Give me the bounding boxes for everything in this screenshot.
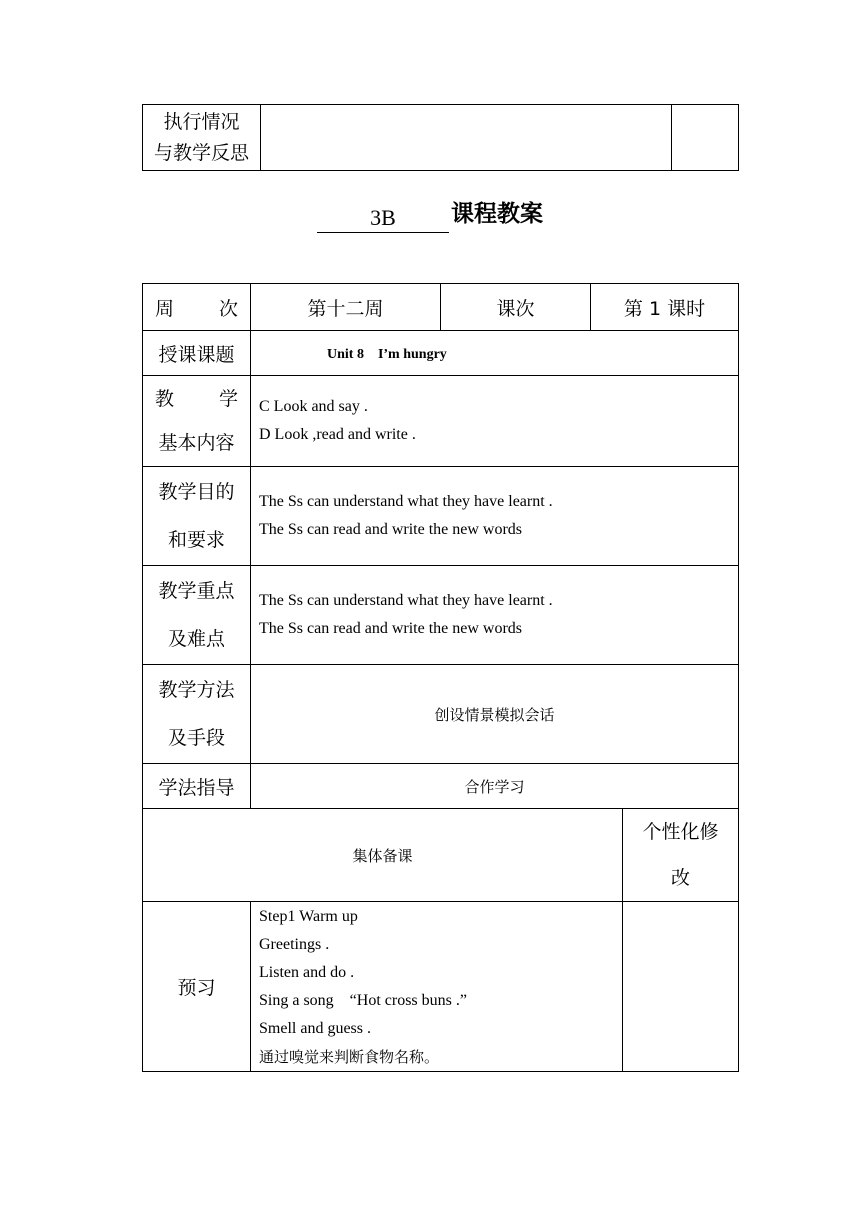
reflection-label (143, 105, 261, 171)
preview-line: Greetings . (259, 935, 330, 953)
title-text: 课程教案 (451, 201, 543, 227)
content-line: C Look and say . (259, 398, 368, 415)
goal-value (251, 467, 739, 566)
week-label-cell (143, 284, 251, 331)
preview-line: Listen and do . (259, 963, 355, 981)
key-label-line1: 教学重点 (158, 580, 235, 602)
personal-label-line2: 改 (671, 867, 691, 889)
key-line: The Ss can read and write the new words (259, 620, 523, 637)
method-row (143, 665, 739, 764)
goal-row (143, 467, 739, 566)
topic-label: 授课课题 (143, 331, 251, 376)
content-line: D Look ,read and write . (259, 426, 416, 443)
goal-label-line1: 教学目的 (158, 481, 235, 503)
preview-line: 通过嗅觉来判断食物名称。 (259, 1047, 440, 1066)
lesson-value: 第 1 课时 (591, 284, 739, 331)
personal-label-line1: 个性化修 (642, 821, 719, 843)
preview-line: Smell and guess . (259, 1019, 371, 1037)
goal-line: The Ss can read and write the new words (259, 521, 523, 538)
week-row (143, 284, 739, 331)
content-label-a: 教 (155, 388, 175, 410)
key-value (251, 566, 739, 665)
goal-label-line2: 和要求 (167, 529, 225, 551)
method-label-line2: 及手段 (167, 727, 225, 749)
method-label (143, 665, 251, 764)
lesson-label: 课次 (441, 284, 591, 331)
topic-value: Unit 8 I’m hungry (251, 331, 739, 376)
preview-line: Sing a song “Hot cross buns .” (259, 991, 467, 1009)
preview-line: Step1 Warm up (259, 907, 358, 925)
goal-label (143, 467, 251, 566)
collective-header-row (143, 809, 739, 902)
reflection-content-cell (261, 105, 672, 171)
method-label-line1: 教学方法 (158, 679, 235, 701)
goal-line: The Ss can understand what they have learnt . (259, 493, 553, 510)
previous-reflection-table (142, 104, 739, 171)
collective-label: 集体备课 (143, 809, 623, 902)
guide-label: 学法指导 (143, 764, 251, 809)
grade-field: 3B (317, 204, 449, 233)
content-value (251, 376, 739, 467)
lesson-plan-table (142, 283, 739, 1072)
method-value: 创设情景模拟会话 (251, 665, 739, 764)
content-label-line2: 基本内容 (158, 432, 235, 454)
reflection-label-line1: 执行情况 (163, 110, 240, 133)
topic-row (143, 331, 739, 376)
reflection-note-cell (672, 105, 739, 171)
page-title (0, 200, 860, 229)
reflection-row (143, 105, 739, 171)
week-label-a: 周 (155, 297, 175, 320)
guide-value: 合作学习 (251, 764, 739, 809)
key-label-line2: 及难点 (167, 628, 225, 650)
preview-row (143, 902, 739, 1072)
preview-label: 预习 (143, 902, 251, 1072)
content-label-b: 学 (218, 388, 238, 410)
key-points-row (143, 566, 739, 665)
content-row (143, 376, 739, 467)
preview-content (251, 902, 623, 1072)
guide-row (143, 764, 739, 809)
week-value: 第十二周 (251, 284, 441, 331)
week-label-b: 次 (218, 297, 238, 320)
content-label (143, 376, 251, 467)
key-label (143, 566, 251, 665)
reflection-label-line2: 与教学反思 (153, 141, 249, 164)
personal-label (623, 809, 739, 902)
preview-personal-cell (623, 902, 739, 1072)
key-line: The Ss can understand what they have learnt . (259, 592, 553, 609)
